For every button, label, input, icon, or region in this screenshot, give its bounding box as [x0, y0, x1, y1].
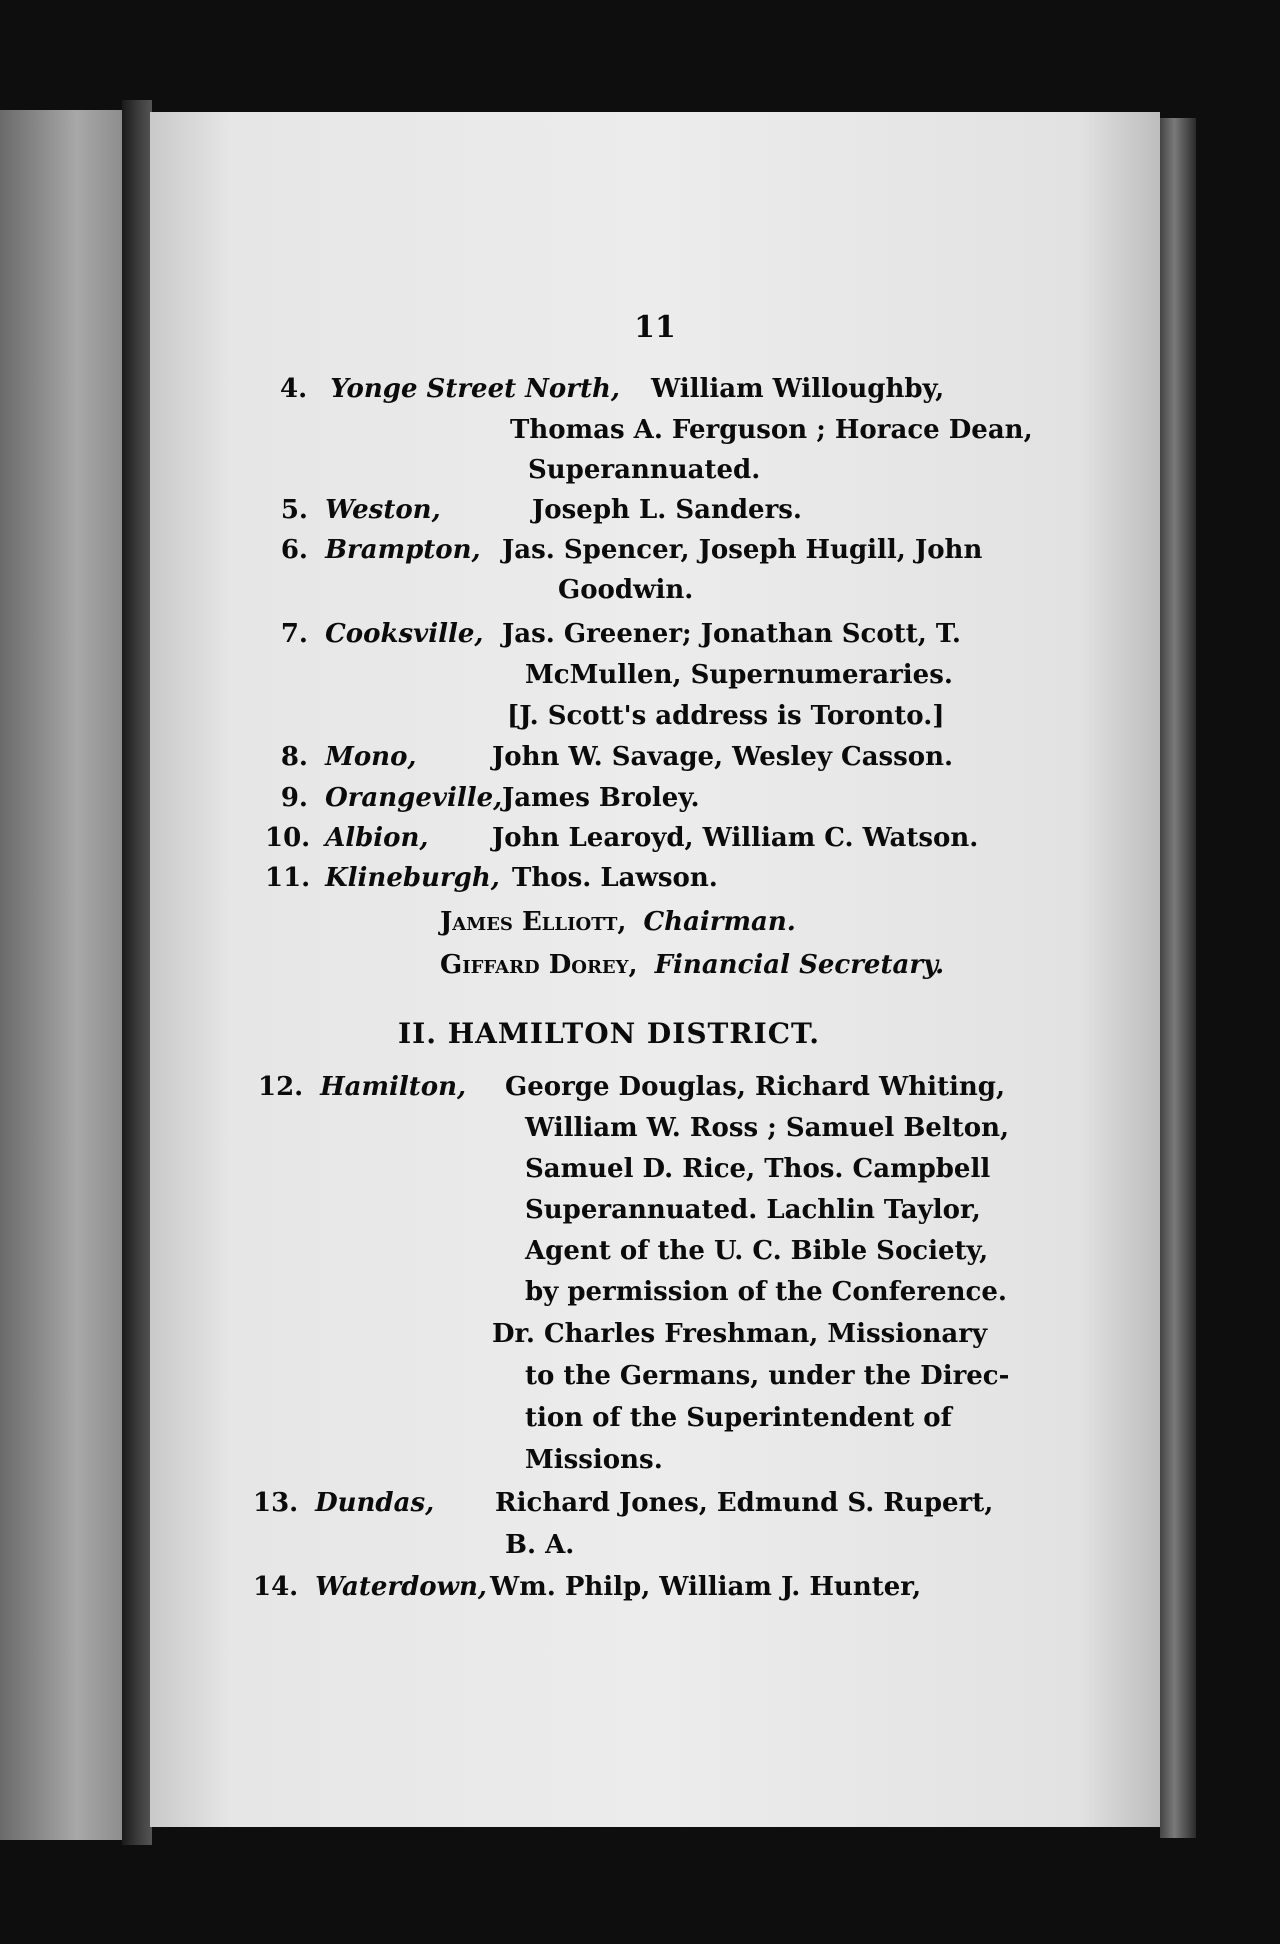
entry-text: McMullen, Supernumeraries.	[525, 660, 953, 690]
entry-text: George Douglas, Richard Whiting,	[505, 1072, 1005, 1102]
entry-number: 11.	[265, 863, 311, 893]
entry-text: by permission of the Conference.	[525, 1277, 1007, 1307]
entry-text: Agent of the U. C. Bible Society,	[525, 1236, 989, 1266]
entry-10	[265, 823, 428, 853]
entry-number: 6.	[280, 535, 308, 565]
entry-text: Wm. Philp, William J. Hunter,	[490, 1572, 922, 1602]
entry-place: Brampton,	[325, 535, 481, 565]
page-number: 11	[634, 310, 676, 345]
entry-number: 8.	[280, 742, 308, 772]
entry-place: Cooksville,	[325, 619, 484, 649]
officer-role: Chairman.	[643, 907, 796, 937]
entry-number: 12.	[258, 1072, 304, 1102]
entry-number: 4.	[280, 374, 308, 404]
entry-number: 7.	[280, 619, 308, 649]
page-edge-right	[1160, 118, 1196, 1838]
entry-place: Yonge Street North,	[330, 374, 620, 404]
entry-place: Weston,	[325, 495, 441, 525]
book-page	[150, 112, 1160, 1827]
entry-text: John Learoyd, William C. Watson.	[492, 823, 979, 853]
entry-place: Mono,	[325, 742, 417, 772]
entry-5	[280, 495, 441, 525]
entry-place: Orangeville,	[325, 783, 503, 813]
entry-6	[280, 535, 481, 565]
entry-11	[265, 863, 500, 893]
entry-text: William W. Ross ; Samuel Belton,	[525, 1113, 1010, 1143]
entry-number: 10.	[265, 823, 311, 853]
entry-place: Dundas,	[315, 1488, 435, 1518]
entry-number: 5.	[280, 495, 308, 525]
entry-place: Albion,	[325, 823, 429, 853]
book-gutter	[122, 100, 152, 1845]
entry-12	[258, 1072, 466, 1102]
entry-8	[280, 742, 416, 772]
entry-text: Thos. Lawson.	[512, 863, 718, 893]
entry-text: Goodwin.	[558, 575, 694, 605]
entry-7	[280, 619, 483, 649]
entry-text: John W. Savage, Wesley Casson.	[492, 742, 954, 772]
entry-place: Klineburgh,	[325, 863, 500, 893]
entry-number: 13.	[253, 1488, 299, 1518]
entry-text: B. A.	[505, 1530, 575, 1560]
entry-text: Superannuated.	[528, 455, 761, 485]
entry-text: Superannuated. Lachlin Taylor,	[525, 1195, 981, 1225]
entry-text: Thomas A. Ferguson ; Horace Dean,	[510, 415, 1033, 445]
entry-place: Waterdown,	[315, 1572, 487, 1602]
entry-14	[253, 1572, 487, 1602]
entry-text: [J. Scott's address is Toronto.]	[507, 701, 945, 731]
secretary-line	[440, 950, 944, 980]
officer-name: James Elliott,	[440, 907, 627, 937]
facing-page-edge	[0, 110, 128, 1840]
entry-text: Jas. Spencer, Joseph Hugill, John	[502, 535, 983, 565]
entry-9	[280, 783, 502, 813]
entry-text: tion of the Superintendent of	[525, 1403, 952, 1433]
entry-13	[253, 1488, 434, 1518]
entry-text: William Willoughby,	[651, 374, 945, 404]
entry-text: Samuel D. Rice, Thos. Campbell	[525, 1154, 991, 1184]
entry-text: Joseph L. Sanders.	[532, 495, 802, 525]
entry-text: Jas. Greener; Jonathan Scott, T.	[502, 619, 961, 649]
entry-text: James Broley.	[502, 783, 700, 813]
entry-text: Dr. Charles Freshman, Missionary	[492, 1319, 988, 1349]
entry-number: 9.	[280, 783, 308, 813]
entry-text: to the Germans, under the Direc-	[525, 1361, 1010, 1391]
officer-role: Financial Secretary.	[654, 950, 945, 980]
entry-number: 14.	[253, 1572, 299, 1602]
chairman-line	[440, 907, 796, 937]
entry-4-head	[280, 374, 944, 404]
entry-text: Missions.	[525, 1445, 663, 1475]
entry-text: Richard Jones, Edmund S. Rupert,	[495, 1488, 994, 1518]
district-heading: II. HAMILTON DISTRICT.	[398, 1017, 820, 1050]
officer-name: Giffard Dorey,	[440, 950, 638, 980]
entry-place: Hamilton,	[320, 1072, 467, 1102]
